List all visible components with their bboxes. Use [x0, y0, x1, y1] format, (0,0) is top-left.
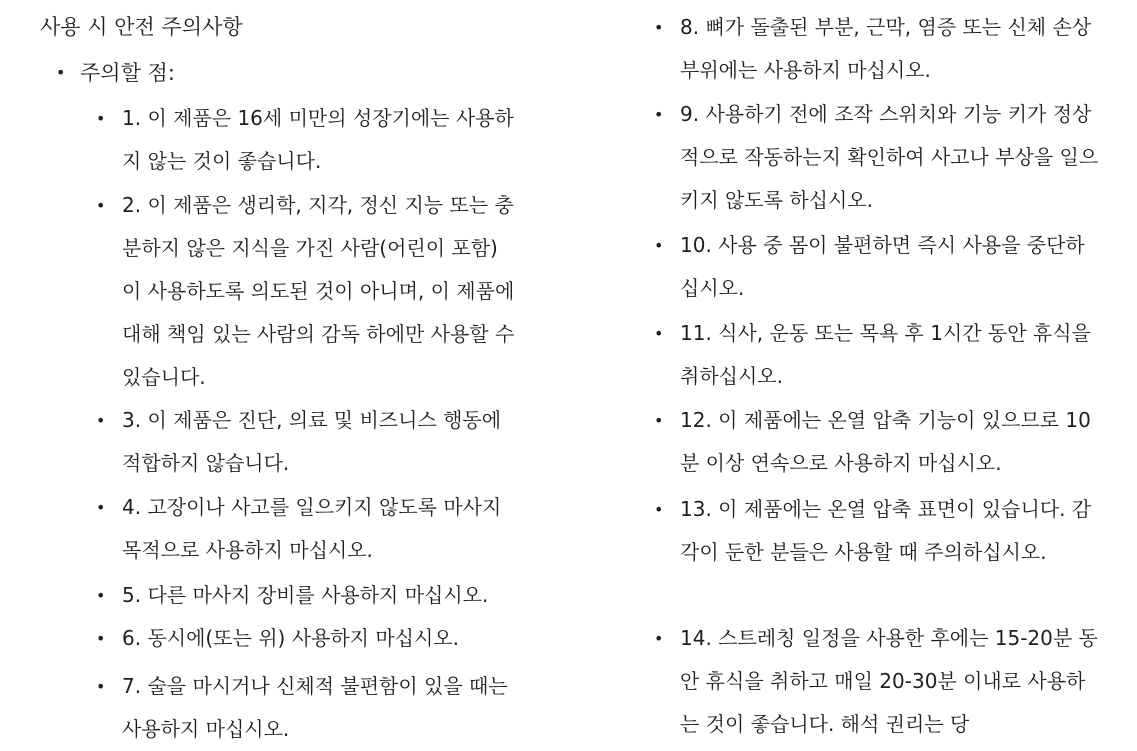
item-number: 6. — [122, 626, 142, 650]
list-item — [96, 617, 516, 660]
bullet-icon: • — [96, 629, 106, 648]
item-number: 13. — [680, 497, 712, 521]
bullet-icon: • — [56, 63, 66, 82]
list-item — [654, 488, 1102, 574]
item-text: 사용하기 전에 조작 스위치와 기능 키가 정상적으로 작동하는지 확인하여 사고나 부상을 일으키지 않도록 하십시오. — [680, 102, 1099, 212]
precautions-subheading — [56, 59, 175, 87]
item-number: 14. — [680, 626, 712, 650]
bullet-icon: • — [654, 105, 664, 124]
item-number: 12. — [680, 408, 712, 432]
item-number: 9. — [680, 102, 700, 126]
item-text: 이 제품에는 온열 압축 기능이 있으므로 10분 이상 연속으로 사용하지 마십시오. — [680, 408, 1091, 475]
list-item — [96, 97, 516, 183]
bullet-icon: • — [96, 411, 106, 430]
item-text: 뼈가 돌출된 부분, 근막, 염증 또는 신체 손상 부위에는 사용하지 마십시오. — [680, 15, 1092, 82]
bullet-icon: • — [654, 411, 664, 430]
item-number: 5. — [122, 583, 142, 607]
list-item — [96, 665, 516, 751]
bullet-icon: • — [654, 324, 664, 343]
precautions-label: 주의할 점: — [80, 61, 175, 85]
item-number: 10. — [680, 233, 712, 257]
item-text: 다른 마사지 장비를 사용하지 마십시오. — [147, 583, 489, 607]
section-heading: 사용 시 안전 주의사항 — [40, 15, 243, 39]
bullet-icon: • — [96, 498, 106, 517]
list-item — [96, 486, 516, 572]
list-item — [654, 93, 1102, 222]
bullet-icon: • — [96, 109, 106, 128]
bullet-icon: • — [654, 18, 664, 37]
item-text: 술을 마시거나 신체적 불편함이 있을 때는 사용하지 마십시오. — [122, 674, 508, 741]
item-number: 11. — [680, 321, 712, 345]
item-text: 이 제품은 진단, 의료 및 비즈니스 행동에 적합하지 않습니다. — [122, 408, 502, 475]
bullet-icon: • — [654, 500, 664, 519]
bullet-icon: • — [96, 586, 106, 605]
item-text: 이 제품은 16세 미만의 성장기에는 사용하지 않는 것이 좋습니다. — [122, 106, 514, 173]
item-text: 고장이나 사고를 일으키지 않도록 마사지 목적으로 사용하지 마십시오. — [122, 495, 502, 562]
item-number: 3. — [122, 408, 142, 432]
item-text: 동시에(또는 위) 사용하지 마십시오. — [147, 626, 459, 650]
list-item — [654, 312, 1102, 398]
item-number: 4. — [122, 495, 142, 519]
item-number: 1. — [122, 106, 142, 130]
bullet-icon: • — [96, 196, 106, 215]
item-number: 2. — [122, 193, 142, 217]
list-item — [654, 617, 1102, 746]
list-item — [654, 399, 1102, 485]
list-item — [96, 574, 516, 617]
item-number: 8. — [680, 15, 700, 39]
item-text: 스트레칭 일정을 사용한 후에는 15-20분 동안 휴식을 취하고 매일 20-30분 이내로 사용하는 것이 좋습니다. 해석 권리는 당 — [680, 626, 1098, 736]
bullet-icon: • — [654, 236, 664, 255]
bullet-icon: • — [96, 677, 106, 696]
item-number: 7. — [122, 674, 142, 698]
list-item — [96, 184, 516, 399]
list-item — [654, 224, 1102, 310]
bullet-icon: • — [654, 629, 664, 648]
item-text: 이 제품은 생리학, 지각, 정신 지능 또는 충분하지 않은 지식을 가진 사람(어린이 포함)이 사용하도록 의도된 것이 아니며, 이 제품에 대해 책임 있는 사람의 감독 하에만 사용할 수 있습니다. — [122, 193, 515, 389]
list-item — [654, 6, 1102, 92]
item-text: 이 제품에는 온열 압축 표면이 있습니다. 감각이 둔한 분들은 사용할 때 주의하십시오. — [680, 497, 1092, 564]
item-text: 식사, 운동 또는 목욕 후 1시간 동안 휴식을 취하십시오. — [680, 321, 1091, 388]
item-text: 사용 중 몸이 불편하면 즉시 사용을 중단하십시오. — [680, 233, 1085, 300]
list-item — [96, 399, 516, 485]
